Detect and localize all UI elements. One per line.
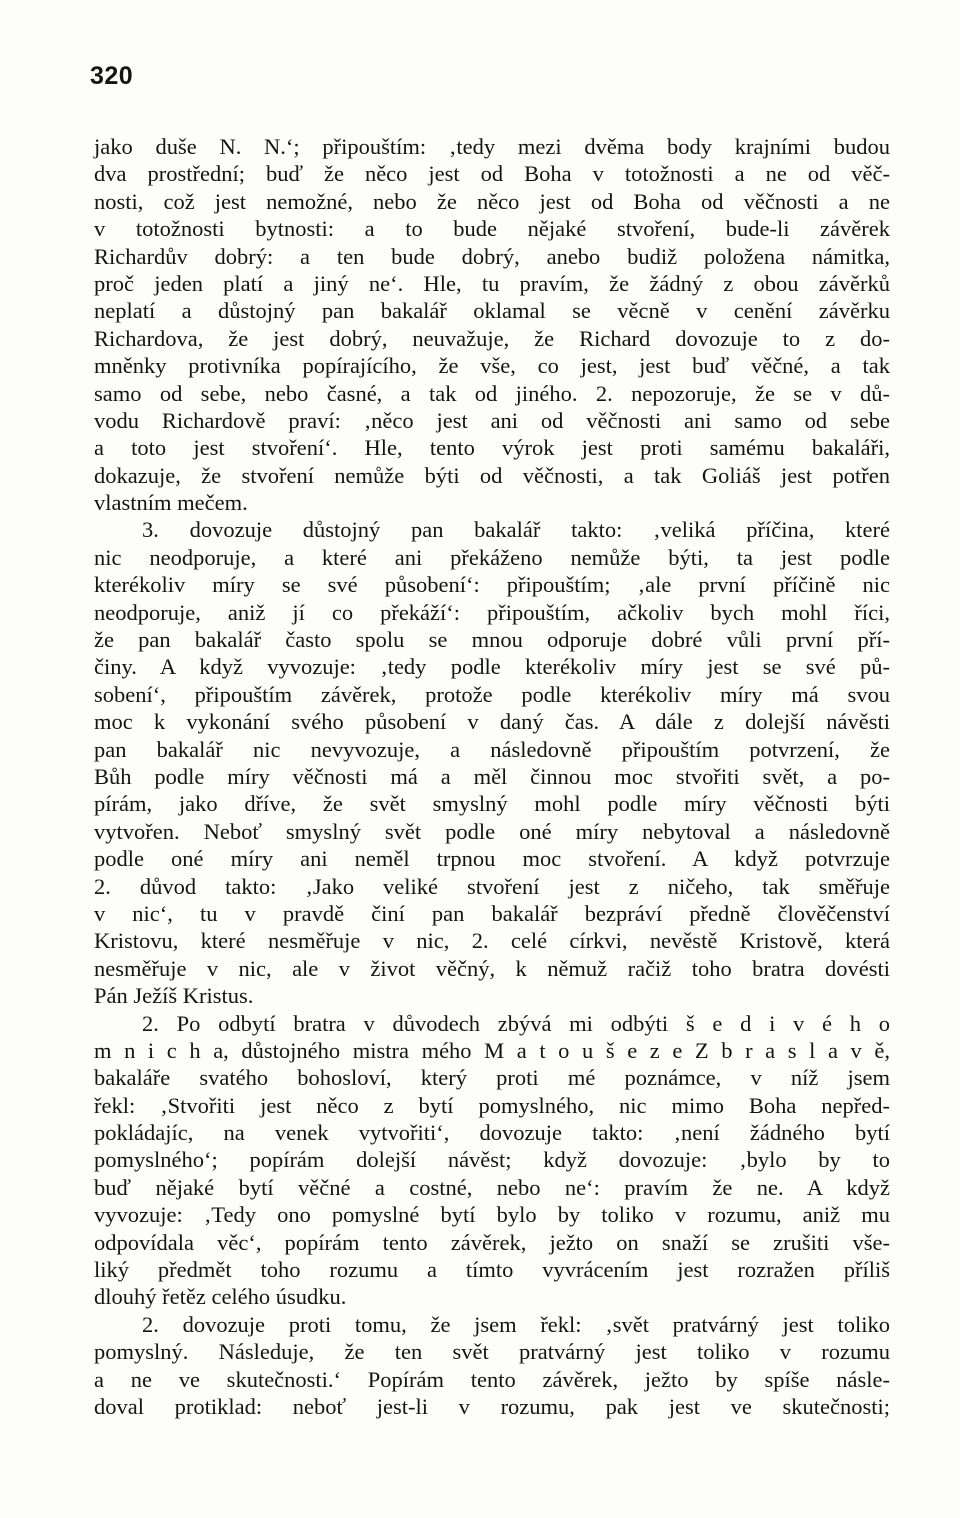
text-line: podle oné míry ani neměl trpnou moc stvoření. A když potvrzuje <box>94 846 890 872</box>
text-line: samo od sebe, nebo časné, a tak od jiného. 2. nepozoruje, že se v dů- <box>94 380 890 406</box>
text-line: Bůh podle míry věčnosti má a měl činnou moc stvořiti svět, a po- <box>94 763 890 789</box>
text-line: řekl: ‚Stvořiti jest něco z bytí pomyslného, nic mimo Boha nepřed- <box>94 1092 890 1118</box>
text-line: vytvořen. Neboť smyslný svět podle oné míry nebytoval a následovně <box>94 818 890 844</box>
text-line: pan bakalář nic nevyvozuje, a následovně připouštím potvrzení, že <box>94 736 890 762</box>
text-line: nic neodporuje, a které ani překáženo nemůže býti, ta jest podle <box>94 544 890 570</box>
text-line: pomyslný. Následuje, že ten svět pratvárný jest toliko v rozumu <box>94 1339 890 1365</box>
text-line: doval protiklad: neboť jest-li v rozumu, pak jest ve skutečnosti; <box>94 1393 890 1419</box>
text-line: nosti, což jest nemožné, nebo že něco jest od Boha od věčnosti a ne <box>94 188 890 214</box>
text-line: vodu Richardově praví: ‚něco jest ani od věčnosti ani samo od sebe <box>94 407 890 433</box>
text-line: pírám, jako dříve, že svět smyslný mohl podle míry věčnosti býti <box>94 791 890 817</box>
text-line: Pán Ježíš Kristus. <box>94 983 254 1009</box>
text-line: dlouhý řetěz celého úsudku. <box>94 1284 347 1310</box>
text-line: Kristovu, které nesměřuje v nic, 2. celé církvi, nevěstě Kristově, která <box>94 928 890 954</box>
text-line: 2. důvod takto: ‚Jako veliké stvoření jest z ničeho, tak směřuje <box>94 873 890 899</box>
text-line: pokládajíc, na venek vytvořiti‘, dovozuje takto: ‚není žádného bytí <box>94 1120 890 1146</box>
text-line: odpovídala věc‘, popírám tento závěrek, ježto on snaží se zrušiti vše- <box>94 1229 890 1255</box>
body-text <box>94 133 890 1420</box>
text-line: Richardův dobrý: a ten bude dobrý, anebo budiž položena námitka, <box>94 243 890 269</box>
text-line: a toto jest stvoření‘. Hle, tento výrok jest proti samému bakaláři, <box>94 435 890 461</box>
text-line: dva prostřední; buď že něco jest od Boha v totožnosti a ne od věč- <box>94 161 890 187</box>
text-line: dokazuje, že stvoření nemůže býti od věčnosti, a tak Goliáš jest potřen <box>94 462 890 488</box>
text-line: že pan bakalář často spolu se mnou odporuje dobré vůli první pří- <box>94 627 890 653</box>
text-line: a ne ve skutečnosti.‘ Popírám tento závěrek, ježto by spíše násle- <box>94 1366 890 1392</box>
text-line: činy. A když vyvozuje: ‚tedy podle kterékoliv míry jest se své pů- <box>94 654 890 680</box>
text-line: sobení‘, připouštím závěrek, protože podle kterékoliv míry má svou <box>94 681 890 707</box>
text-line: jako duše N. N.‘; připouštím: ‚tedy mezi dvěma body krajními budou <box>94 134 890 159</box>
text-line: neodporuje, aniž jí co překáží‘: připouštím, ačkoliv bych mohl říci, <box>94 599 890 625</box>
text-line: neplatí a důstojný pan bakalář oklamal se věcně v cenění závěrku <box>94 298 890 324</box>
text-line: mněnky protivníka popírajícího, že vše, co jest, jest buď věčné, a tak <box>94 353 890 379</box>
text-line: 2. Po odbytí bratra v důvodech zbývá mi odbýti š e d i v é h o <box>142 1010 890 1036</box>
text-line: v nic‘, tu v pravdě činí pan bakalář bezpráví předně člověčenství <box>94 900 890 926</box>
text-line: bakaláře svatého bohosloví, který proti mé poznámce, v níž jsem <box>94 1065 890 1091</box>
text-line: moc k vykonání svého působení v daný čas. A dále z dolejší návěsti <box>94 709 890 735</box>
text-line: nesměřuje v nic, ale v život věčný, k němuž račiž toho bratra dovésti <box>94 955 890 981</box>
text-line: m n i c h a, důstojného mistra mého M a t o u š e z e Z b r a s l a v ě, <box>94 1037 890 1063</box>
text-line: Richardova, že jest dobrý, neuvažuje, že Richard dovozuje to z do- <box>94 325 890 351</box>
text-line: vyvozuje: ‚Tedy ono pomyslné bytí bylo by toliko v rozumu, aniž mu <box>94 1202 890 1228</box>
text-line: pomyslného‘; popírám dolejší návěst; když dovozuje: ‚bylo by to <box>94 1147 890 1173</box>
text-line: proč jeden platí a jiný ne‘. Hle, tu pravím, že žádný z obou závěrků <box>94 270 890 296</box>
text-line: vlastním mečem. <box>94 490 248 516</box>
text-line: 3. dovozuje důstojný pan bakalář takto: ‚veliká příčina, které <box>142 517 890 543</box>
text-line: liký předmět toho rozumu a tímto vyvrácením jest rozražen příliš <box>94 1257 890 1283</box>
text-line: buď nějaké bytí věčné a costné, nebo ne‘: pravím že ne. A když <box>94 1174 890 1200</box>
text-line: 2. dovozuje proti tomu, že jsem řekl: ‚svět pratvárný jest toliko <box>142 1311 890 1337</box>
page-number: 320 <box>90 62 134 90</box>
text-line: v totožnosti bytnosti: a to bude nějaké stvoření, bude-li závěrek <box>94 216 890 242</box>
text-line: kterékoliv míry se své působení‘: připouštím; ‚ale první příčině nic <box>94 572 890 598</box>
